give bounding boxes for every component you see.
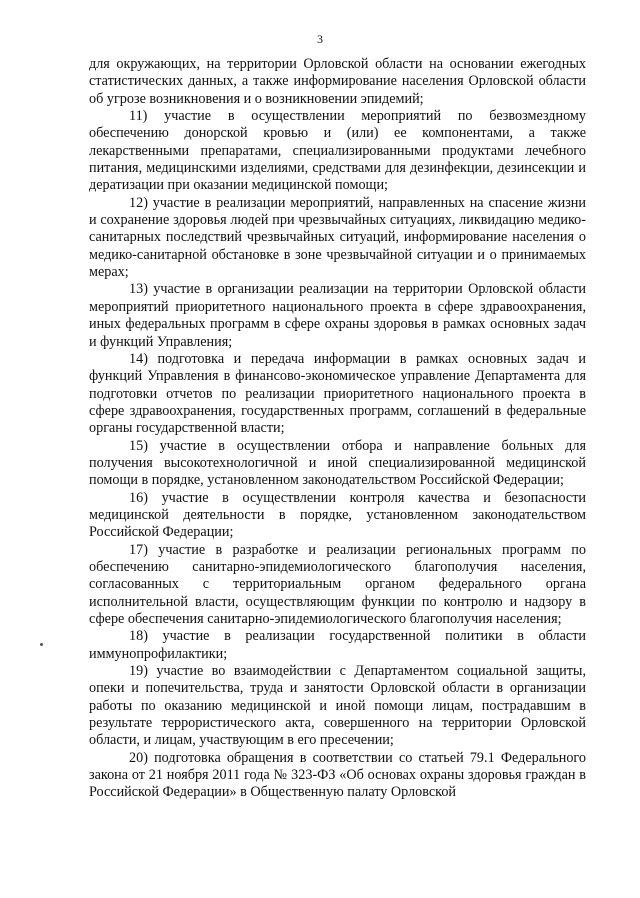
paragraph-item-14: 14) подготовка и передача информации в рамках основных задач и функций Управления в финансово-экономическое управление Департамента для подготовки отчетов по реализации приоритетного национального проекта в сфере здравоохранения, государственных программ, соглашений в федеральные органы государственной власти; xyxy=(89,350,586,437)
paragraph-continuation: для окружающих, на территории Орловской области на основании ежегодных статистических данных, а также информирование населения Орловской области об угрозе возникновения и о возникновении эпидемий; xyxy=(89,56,586,107)
paragraph-item-12: 12) участие в реализации мероприятий, направленных на спасение жизни и сохранение здоровья людей при чрезвычайных ситуациях, ликвидацию медико-санитарных последствий чрезвычайных ситуаций, информирование населения о медико-санитарной обстановке в зоне чрезвычайной ситуации и о принимаемых мерах; xyxy=(89,194,586,281)
paragraph-item-11: 11) участие в осуществлении мероприятий по безвозмездному обеспечению донорской кровью и (или) ее компонентами, а также лекарственными препаратами, специализированными продуктами лечебного питания, медицинскими изделиями, средствами для дезинфекции, дезинсекции и дератизации при оказании медицинской помощи; xyxy=(89,108,586,194)
paragraph-item-15: 15) участие в осуществлении отбора и направление больных для получения высокотехнологичной и иной специализированной медицинской помощи в порядке, установленном законодательством Российской Федерации; xyxy=(89,437,586,489)
paragraph-item-13: 13) участие в организации реализации на территории Орловской области мероприятий приоритетного национального проекта в сфере здравоохранения, иных федеральных программ в сфере охраны здоровья в рамках основных задач и функций Управления; xyxy=(89,281,586,350)
page-number: 3 xyxy=(317,32,323,46)
scan-speck xyxy=(40,643,43,646)
paragraph-item-19: 19) участие во взаимодействии с Департаментом социальной защиты, опеки и попечительства, труда и занятости Орловской области в организации работы по оказанию медицинской и иной помощи лицам, пострадавшим в результате террористического акта, совершенного на территории Орловской области, и лицам, участвующим в его пресечении; xyxy=(89,663,586,749)
paragraph-item-16: 16) участие в осуществлении контроля качества и безопасности медицинской деятельности в порядке, установленном законодательством Российской Федерации; xyxy=(89,489,586,541)
paragraph-item-18: 18) участие в реализации государственной политики в области иммунопрофилактики; xyxy=(89,628,586,662)
paragraph-item-20: 20) подготовка обращения в соответствии со статьей 79.1 Федерального закона от 21 ноября 2011 года № 323-ФЗ «Об основах охраны здоровья граждан в Российской Федерации» в Общественную палату Орловской xyxy=(89,749,586,801)
document-body xyxy=(89,56,586,802)
paragraph-item-17: 17) участие в разработке и реализации региональных программ по обеспечению санитарно-эпидемиологического благополучия населения, согласованных с территориальным органом федерального органа исполнительной власти, осуществляющим функции по контролю и надзору в сфере обеспечения санитарно-эпидемиологического благополучия населения; xyxy=(89,541,586,627)
